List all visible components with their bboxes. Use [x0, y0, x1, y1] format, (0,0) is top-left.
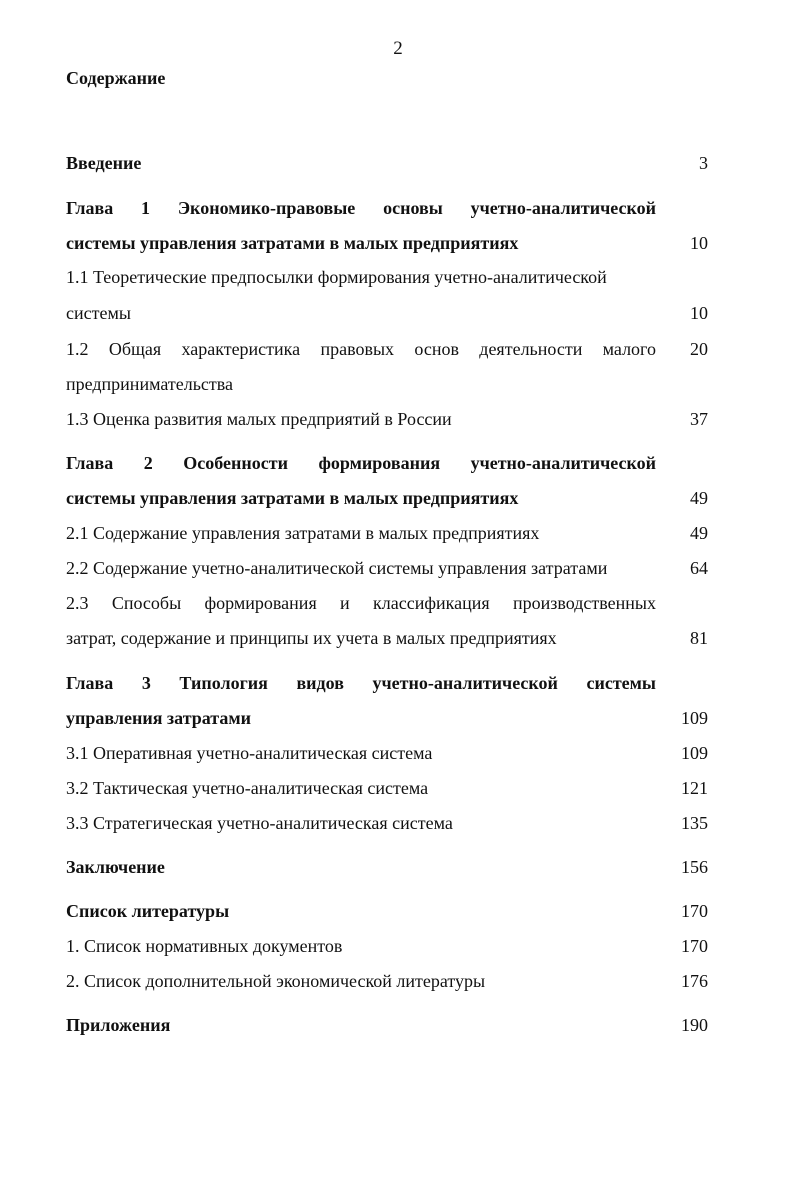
toc-page-section-3-1: 109 [681, 743, 708, 763]
toc-page-section-2-2: 64 [690, 558, 708, 578]
toc-section-1-2-line2: предпринимательства [66, 374, 234, 394]
toc-section-1-2-line1: 1.2 Общая характеристика правовых основ деятельности малого [66, 339, 656, 359]
toc-page-intro: 3 [699, 153, 708, 173]
toc-page-section-3-3: 135 [681, 813, 708, 833]
toc-page-section-1-2: 20 [690, 339, 708, 359]
toc-heading: Содержание [66, 68, 166, 88]
toc-section-1-3: 1.3 Оценка развития малых предприятий в России [66, 409, 452, 429]
toc-page-chapter-3: 109 [681, 708, 708, 728]
toc-section-2-3-line1: 2.3 Способы формирования и классификация производственных [66, 593, 656, 613]
toc-chapter-1-title-line2: системы управления затратами в малых предприятиях [66, 233, 519, 253]
toc-section-2-3-line2: затрат, содержание и принципы их учета в малых предприятиях [66, 628, 557, 648]
toc-section-2-1: 2.1 Содержание управления затратами в малых предприятиях [66, 523, 540, 543]
toc-section-3-3: 3.3 Стратегическая учетно-аналитическая система [66, 813, 453, 833]
toc-page-conclusion: 156 [681, 857, 708, 877]
toc-page-section-1-1: 10 [690, 303, 708, 323]
toc-page-section-2-3: 81 [690, 628, 708, 648]
toc-section-1-1-line2: системы [66, 303, 131, 323]
toc-page-section-3-2: 121 [681, 778, 708, 798]
toc-bibliography-item-1: 1. Список нормативных документов [66, 936, 343, 956]
toc-section-1-1-line1: 1.1 Теоретические предпосылки формирования учетно-аналитической [66, 267, 607, 287]
toc-entry-conclusion: Заключение [66, 857, 165, 877]
toc-page-section-2-1: 49 [690, 523, 708, 543]
toc-entry-intro: Введение [66, 153, 142, 173]
toc-page-bibliography-item-1: 170 [681, 936, 708, 956]
toc-page-section-1-3: 37 [690, 409, 708, 429]
toc-page-chapter-1: 10 [690, 233, 708, 253]
toc-page-appendix: 190 [681, 1015, 708, 1035]
toc-section-3-2: 3.2 Тактическая учетно-аналитическая система [66, 778, 429, 798]
toc-chapter-1-title-line1: Глава 1 Экономико-правовые основы учетно-аналитической [66, 198, 656, 218]
toc-chapter-3-title-line2: управления затратами [66, 708, 252, 728]
page-number: 2 [393, 38, 403, 59]
toc-page-bibliography: 170 [681, 901, 708, 921]
toc-chapter-2-title-line2: системы управления затратами в малых предприятиях [66, 488, 519, 508]
toc-entry-appendix: Приложения [66, 1015, 171, 1035]
toc-page-bibliography-item-2: 176 [681, 971, 708, 991]
toc-bibliography-item-2: 2. Список дополнительной экономической литературы [66, 971, 486, 991]
toc-chapter-2-title-line1: Глава 2 Особенности формирования учетно-аналитической [66, 453, 656, 473]
toc-chapter-3-title-line1: Глава 3 Типология видов учетно-аналитической системы [66, 673, 656, 693]
toc-page-chapter-2: 49 [690, 488, 708, 508]
toc-section-2-2: 2.2 Содержание учетно-аналитической системы управления затратами [66, 558, 608, 578]
toc-entry-bibliography: Список литературы [66, 901, 230, 921]
toc-section-3-1: 3.1 Оперативная учетно-аналитическая система [66, 743, 433, 763]
